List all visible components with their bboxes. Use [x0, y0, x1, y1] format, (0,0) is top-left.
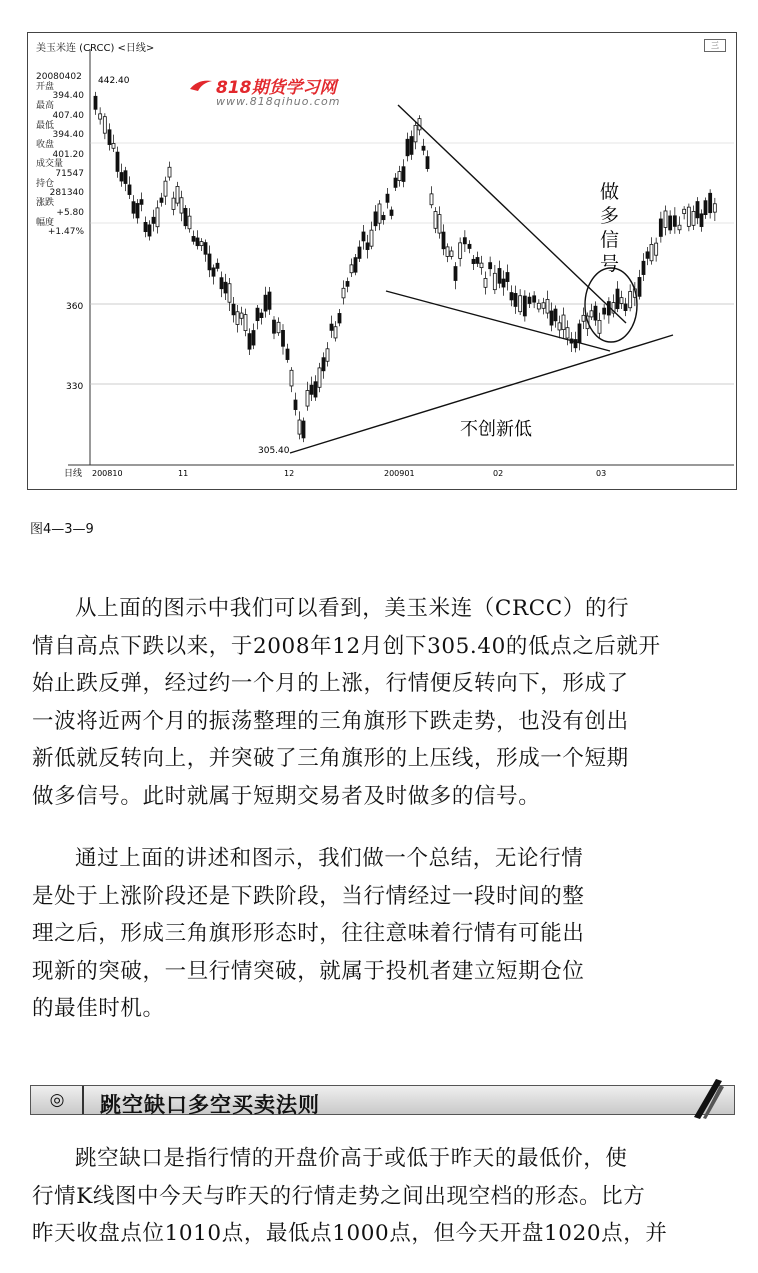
candle-body: [216, 263, 219, 268]
candle-body: [188, 216, 191, 229]
candle-body: [128, 185, 131, 195]
candle-body: [426, 157, 429, 169]
candlestick-chart: [28, 33, 736, 489]
candle-body: [528, 297, 531, 303]
y-tick-360: 360: [66, 302, 84, 312]
signal-label-char-1: 做: [600, 181, 620, 203]
para1-line-6: 做多信号。此时就属于短期交易者及时做多的信号。: [32, 783, 541, 809]
candle-body: [506, 273, 509, 282]
candle-body: [406, 139, 409, 156]
para2-line-2: 是处于上涨阶段还是下跌阶段，当行情经过一段时间的整: [32, 883, 585, 909]
candle-body: [620, 298, 623, 304]
info-oi-value: 281340: [49, 188, 84, 199]
candle-body: [713, 204, 716, 212]
candle-body: [414, 125, 417, 141]
candle-body: [366, 243, 369, 250]
candle-body: [124, 171, 127, 184]
candle-body: [468, 244, 471, 248]
candle-body: [164, 181, 167, 196]
candle-body: [176, 186, 179, 203]
brush-stroke-icon: [686, 1077, 726, 1121]
section-bullseye-icon: ◎: [32, 1086, 84, 1114]
paragraph-3: [32, 1140, 740, 1253]
signal-label-char-4: 号: [600, 253, 620, 275]
candle-body: [704, 201, 707, 215]
candle-body: [510, 293, 513, 300]
candle-body: [398, 172, 401, 181]
para2-line-4: 现新的突破，一旦行情突破，就属于投机者建立短期仓位: [32, 958, 585, 984]
candle-body: [346, 281, 349, 286]
candle-body: [228, 284, 231, 303]
candle-body: [646, 252, 649, 258]
signal-label-char-3: 信: [600, 229, 620, 251]
candle-body: [358, 247, 361, 258]
candle-body: [546, 299, 549, 313]
candle-body: [306, 390, 309, 406]
candle-body: [655, 243, 658, 255]
candle-body: [120, 173, 123, 181]
candle-body: [322, 358, 325, 371]
x-tick-11: 11: [178, 469, 189, 478]
candle-body: [480, 263, 483, 267]
candle-body: [382, 215, 385, 219]
candle-body: [103, 117, 106, 134]
candle-body: [136, 203, 139, 217]
candle-body: [168, 167, 171, 177]
candle-body: [683, 209, 686, 213]
info-volume-value: 71547: [55, 169, 84, 180]
candle-body: [450, 251, 453, 256]
watermark-text: 818期货学习网: [216, 78, 337, 98]
candle-body: [590, 311, 593, 317]
candle-body: [318, 368, 321, 387]
candle-body: [99, 114, 102, 119]
candle-body: [438, 215, 441, 233]
para3-line-2: 行情K线图中今天与昨天的行情走势之间出现空档的形态。比方: [32, 1183, 646, 1209]
x-tick-200810: 200810: [92, 469, 123, 478]
candle-body: [550, 311, 553, 325]
candle-body: [582, 315, 585, 321]
candle-body: [282, 330, 285, 346]
info-pct-value: +1.47%: [47, 227, 84, 238]
candle-body: [472, 259, 475, 263]
candle-body: [350, 265, 353, 273]
candle-body: [638, 277, 641, 296]
info-high-label: 最高: [36, 101, 55, 112]
candle-body: [422, 146, 425, 150]
info-pct-label: 幅度: [36, 217, 55, 228]
candle-body: [326, 349, 329, 361]
candle-body: [603, 308, 606, 314]
candle-body: [402, 167, 405, 182]
candle-body: [310, 385, 313, 394]
candle-body: [523, 296, 526, 316]
candle-body: [562, 315, 565, 330]
para3-line-3: 昨天收盘点位1010点，最低点1000点，但今天开盘1020点，并: [32, 1221, 668, 1246]
info-open-label: 开盘: [36, 81, 55, 92]
info-close-label: 收盘: [36, 139, 55, 150]
no-new-low-label: 不创新低: [460, 419, 532, 440]
candle-body: [476, 257, 479, 263]
section-title: 跳空缺口多空买卖法则: [100, 1092, 320, 1117]
candle-body: [362, 232, 365, 241]
info-change-value: +5.80: [56, 207, 84, 218]
candle-body: [148, 225, 151, 236]
candle-body: [172, 198, 175, 209]
candle-body: [342, 288, 345, 298]
candle-body: [493, 273, 496, 289]
candle-body: [264, 295, 267, 311]
para1-line-4: 一波将近两个月的振荡整理的三角旗形下跌走势，也没有创出: [32, 708, 629, 734]
para2-line-1: 通过上面的讲述和图示，我们做一个总结，无论行情: [75, 846, 584, 871]
candle-body: [208, 254, 211, 270]
candle-body: [489, 263, 492, 269]
candle-body: [220, 278, 223, 289]
info-volume-label: 成交量: [36, 159, 64, 170]
candle-body: [624, 304, 627, 311]
candle-body: [152, 217, 155, 223]
candle-body: [616, 289, 619, 309]
high-price-label: 442.40: [98, 76, 130, 86]
candle-body: [709, 193, 712, 212]
candle-body: [200, 242, 203, 246]
x-tick-02: 02: [493, 469, 504, 478]
candle-body: [692, 211, 695, 225]
candle-body: [354, 258, 357, 273]
candle-body: [659, 219, 662, 236]
candle-body: [696, 202, 699, 218]
candle-body: [302, 421, 305, 438]
candle-body: [192, 236, 195, 241]
y-tick-330: 330: [66, 382, 84, 392]
candle-body: [290, 370, 293, 386]
candle-body: [144, 222, 147, 231]
candle-body: [248, 334, 251, 350]
candle-body: [277, 322, 280, 332]
candle-body: [502, 279, 505, 287]
para3-line-1: 跳空缺口是指行情的开盘价高于或低于昨天的最低价，使: [75, 1146, 628, 1171]
candle-body: [410, 137, 413, 155]
info-open-value: 394.40: [52, 91, 84, 102]
para2-line-5: 的最佳时机。: [32, 996, 165, 1021]
x-tick-rixian: 日线: [64, 469, 83, 479]
candle-body: [180, 198, 183, 213]
x-tick-200901: 200901: [384, 469, 415, 478]
candle-body: [252, 331, 255, 346]
candle-body: [394, 178, 397, 187]
candle-body: [240, 313, 243, 318]
info-high-value: 407.40: [52, 110, 84, 121]
x-tick-03: 03: [596, 469, 607, 478]
triangle-lower-trendline: [386, 291, 610, 351]
info-low-label: 最低: [36, 120, 55, 131]
candle-body: [314, 382, 317, 397]
x-tick-12: 12: [284, 469, 295, 478]
candle-body: [537, 303, 540, 309]
candle-body: [132, 202, 135, 214]
info-oi-label: 持仓: [36, 178, 55, 189]
candle-body: [519, 296, 522, 312]
candle-body: [498, 268, 501, 283]
candle-body: [94, 96, 97, 109]
info-change-label: 涨跌: [36, 198, 55, 209]
candle-body: [390, 210, 393, 215]
candle-body: [224, 282, 227, 293]
candle-body: [140, 200, 143, 205]
low-price-label: 305.40: [258, 446, 290, 456]
candle-body: [294, 400, 297, 410]
candle-body: [484, 278, 487, 287]
chart-window-title: 美玉米连 (CRCC) <日线>: [36, 43, 155, 54]
candle-body: [156, 208, 159, 227]
candle-body: [116, 152, 119, 171]
candle-body: [533, 296, 536, 302]
candle-body: [514, 293, 517, 306]
kline-figure: [27, 32, 737, 490]
candle-body: [268, 292, 271, 309]
candle-body: [286, 349, 289, 359]
candle-body: [700, 214, 703, 227]
candle-body: [650, 244, 653, 260]
candle-body: [184, 208, 187, 225]
candle-body: [578, 324, 581, 343]
candle-body: [334, 327, 337, 338]
candle-body: [673, 216, 676, 227]
candle-body: [112, 143, 115, 148]
candle-body: [386, 194, 389, 202]
candle-body: [256, 308, 259, 320]
triangle-upper-trendline: [398, 105, 626, 323]
candle-body: [232, 304, 235, 315]
candle-body: [370, 230, 373, 246]
candle-body: [642, 261, 645, 274]
candle-body: [204, 243, 207, 255]
candle-body: [454, 267, 457, 281]
candle-body: [459, 243, 462, 259]
candles-group: [94, 92, 716, 442]
candle-body: [629, 292, 632, 308]
info-low-value: 394.40: [52, 130, 84, 141]
paragraph-1: [32, 590, 740, 815]
candle-body: [463, 238, 466, 244]
info-close-value: 401.20: [52, 149, 84, 160]
candle-body: [236, 312, 239, 325]
figure-caption: 图4—3—9: [30, 522, 94, 537]
candle-body: [212, 268, 215, 276]
candle-body: [273, 320, 276, 333]
para1-line-5: 新低就反转向上，并突破了三角旗形的上压线，形成一个短期: [32, 746, 629, 771]
para1-line-3: 始止跌反弹，经过约一个月的上涨，行情便反转向下，形成了: [32, 671, 629, 696]
candle-body: [378, 204, 381, 223]
candle-body: [244, 315, 247, 331]
window-menu-button[interactable]: 三: [704, 39, 726, 52]
para2-line-3: 理之后，形成三角旗形形态时，往往意味着行情有可能出: [32, 921, 585, 946]
candle-body: [554, 309, 557, 321]
watermark-url: www.818qihuo.com: [216, 95, 341, 108]
candle-body: [542, 303, 545, 309]
candle-body: [196, 238, 199, 246]
candle-body: [598, 320, 601, 333]
candle-body: [330, 324, 333, 330]
candle-body: [298, 420, 301, 434]
candle-body: [669, 216, 672, 230]
candle-body: [687, 207, 690, 226]
candle-body: [160, 198, 163, 202]
candle-body: [430, 194, 433, 205]
para1-line-1: 从上面的图示中我们可以看到，美玉米连（CRCC）的行: [75, 596, 630, 621]
candle-body: [558, 323, 561, 330]
paragraph-2: [32, 840, 740, 1028]
signal-label-char-2: 多: [600, 205, 620, 227]
candle-body: [664, 211, 667, 227]
candle-body: [374, 212, 377, 226]
candle-body: [566, 328, 569, 338]
candle-body: [260, 313, 263, 318]
candle-body: [594, 306, 597, 320]
para1-line-2: 情自高点下跌以来，于2008年12月创下305.40的低点之后就开: [32, 633, 661, 659]
candle-body: [338, 313, 341, 323]
candle-body: [442, 232, 445, 249]
candle-body: [446, 247, 449, 257]
candle-body: [108, 130, 111, 145]
candle-body: [434, 212, 437, 229]
section-header: [30, 1077, 740, 1117]
info-date: 20080402: [36, 72, 82, 82]
candle-body: [678, 225, 681, 230]
